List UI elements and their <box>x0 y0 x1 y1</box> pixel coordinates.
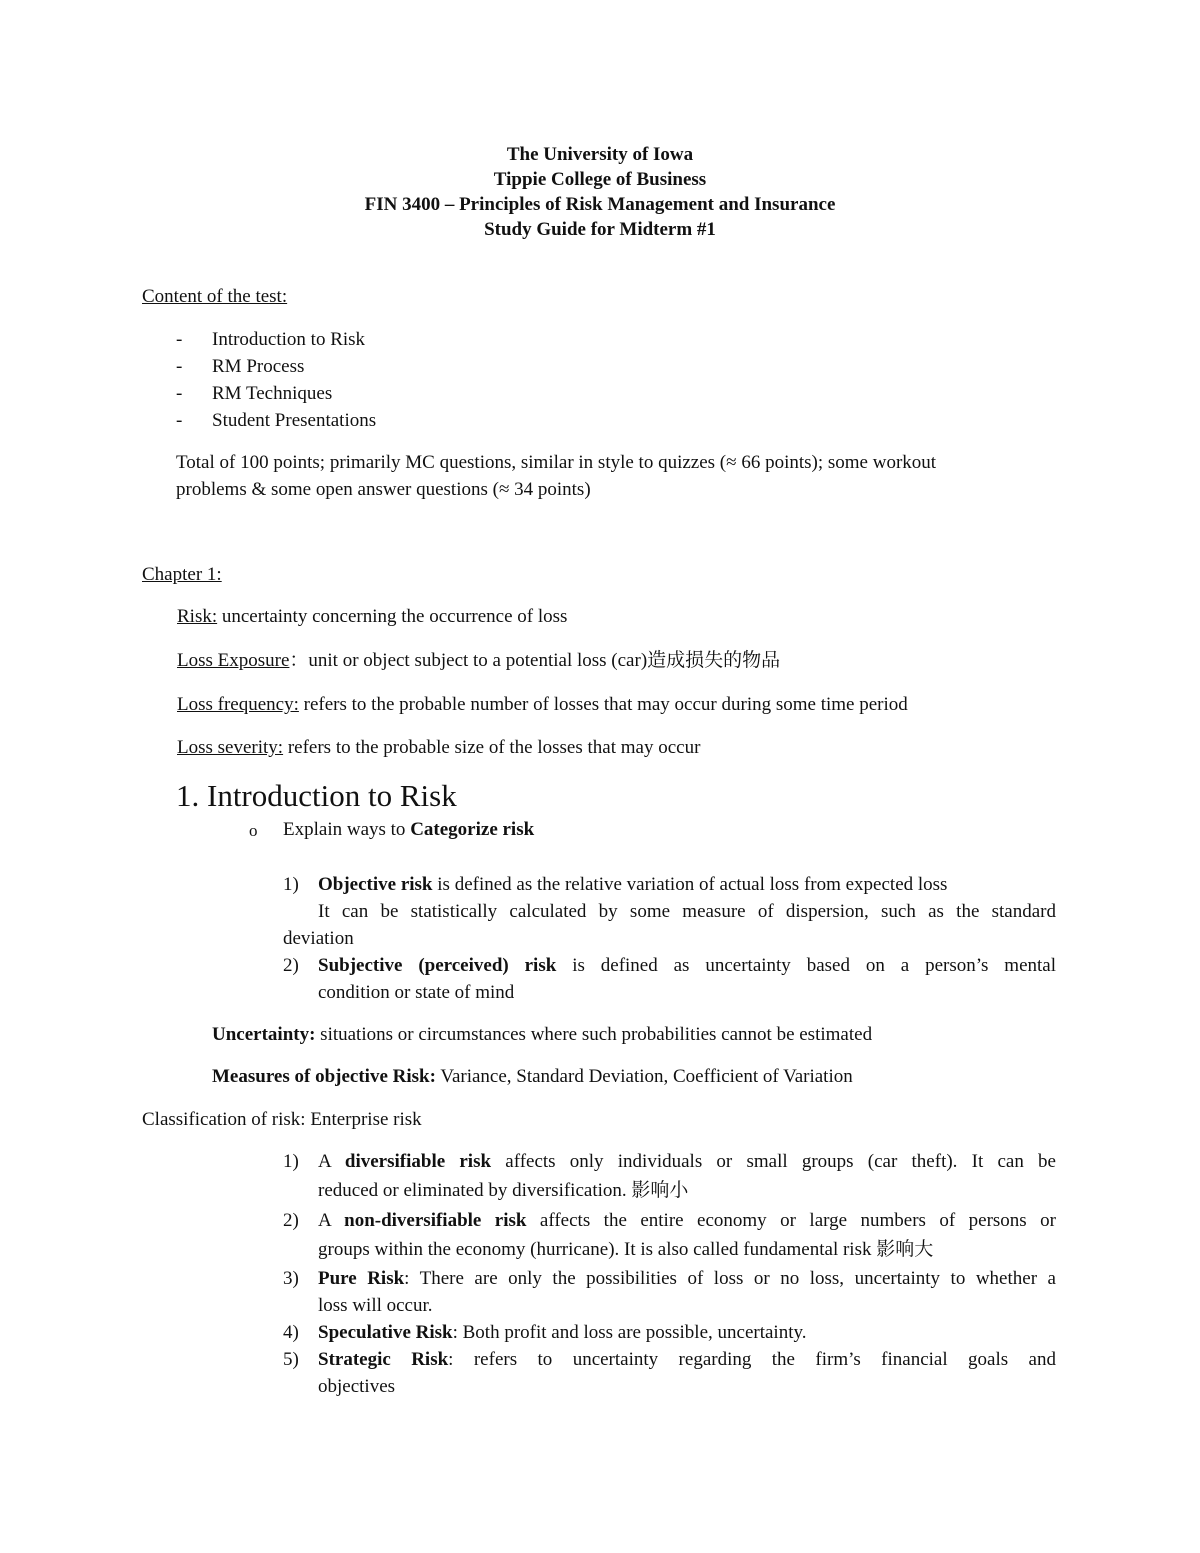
list-number: 2) <box>283 955 299 976</box>
loss-severity-definition <box>177 735 700 761</box>
non-diversifiable-risk-term: non-diversifiable risk <box>344 1210 527 1231</box>
strategic-risk-line2: objectives <box>318 1376 396 1397</box>
strategic-risk-term: Strategic Risk <box>318 1349 449 1370</box>
risk-definition <box>177 604 567 630</box>
bullet-dash: - <box>176 356 183 377</box>
objective-risk-line <box>318 872 947 898</box>
content-item: Student Presentations <box>212 410 377 431</box>
diversifiable-risk-line2: reduced or eliminated by diversification. 影响小 <box>318 1180 689 1201</box>
loss-severity-def: refers to the probable size of the losses that may occur <box>283 737 701 758</box>
non-diversifiable-risk-def: affects the entire economy or large numbers of persons or <box>526 1210 1056 1231</box>
measures-term: Measures of objective Risk: <box>212 1066 436 1087</box>
course-title: FIN 3400 – Principles of Risk Management and Insurance <box>364 194 836 215</box>
risk-term: Risk: <box>177 606 218 627</box>
pure-risk-line <box>318 1266 1056 1292</box>
measures-def: Variance, Standard Deviation, Coefficient of Variation <box>435 1066 853 1087</box>
diversifiable-risk-line <box>318 1149 1056 1175</box>
speculative-risk-def: : Both profit and loss are possible, uncertainty. <box>452 1322 807 1343</box>
list-number: 1) <box>283 874 299 895</box>
objective-risk-line3: deviation <box>283 928 354 949</box>
objective-risk-line2: It can be statistically calculated by some measure of dispersion, such as the standard <box>318 901 1056 922</box>
points-summary-line2: problems & some open answer questions (≈ 34 points) <box>176 479 591 500</box>
subjective-risk-line2: condition or state of mind <box>318 982 515 1003</box>
university-name: The University of Iowa <box>506 144 694 165</box>
loss-exposure-def: ：unit or object subject to a potential loss (car)造成损失的物品 <box>289 650 781 671</box>
measures-line <box>212 1064 853 1090</box>
strategic-risk-def: : refers to uncertainty regarding the firm’s financial goals and <box>448 1349 1056 1370</box>
diversifiable-pre: A <box>318 1151 345 1172</box>
loss-exposure-term: Loss Exposure <box>177 650 290 671</box>
bullet-dash: - <box>176 383 183 404</box>
categorize-bold: Categorize risk <box>410 819 535 840</box>
list-number: 2) <box>283 1210 299 1231</box>
bullet-o: o <box>249 821 258 840</box>
subjective-risk-def: is defined as uncertainty based on a person’s mental <box>556 955 1056 976</box>
uncertainty-term: Uncertainty: <box>212 1024 316 1045</box>
bullet-dash: - <box>176 329 183 350</box>
list-number: 4) <box>283 1322 299 1343</box>
non-diversifiable-risk-line2: groups within the economy (hurricane). It is also called fundamental risk 影响大 <box>318 1239 934 1260</box>
risk-def: uncertainty concerning the occurrence of loss <box>217 606 568 627</box>
subjective-risk-line <box>318 953 1056 979</box>
pure-risk-term: Pure Risk <box>318 1268 405 1289</box>
loss-frequency-def: refers to the probable number of losses that may occur during some time period <box>298 694 908 715</box>
speculative-risk-line <box>318 1320 807 1346</box>
non-diversifiable-risk-line <box>318 1208 1056 1234</box>
loss-frequency-definition <box>177 692 908 718</box>
diversifiable-risk-def: affects only individuals or small groups (car theft). It can be <box>491 1151 1056 1172</box>
loss-exposure-definition <box>177 648 780 674</box>
bullet-dash: - <box>176 410 183 431</box>
content-heading: Content of the test: <box>142 286 288 307</box>
section-heading: 1. Introduction to Risk <box>176 778 457 813</box>
pure-risk-def: : There are only the possibilities of loss or no loss, uncertainty to whether a <box>404 1268 1056 1289</box>
chapter-heading: Chapter 1: <box>142 564 222 585</box>
objective-risk-def: is defined as the relative variation of actual loss from expected loss <box>432 874 948 895</box>
categorize-text: Explain ways to <box>283 819 411 840</box>
list-number: 3) <box>283 1268 299 1289</box>
speculative-risk-term: Speculative Risk <box>318 1322 453 1343</box>
college-name: Tippie College of Business <box>493 169 707 190</box>
content-item: RM Techniques <box>212 383 333 404</box>
categorize-risk-line <box>283 817 534 843</box>
content-item: RM Process <box>212 356 305 377</box>
list-number: 1) <box>283 1151 299 1172</box>
loss-frequency-term: Loss frequency: <box>177 694 299 715</box>
classification-heading: Classification of risk: Enterprise risk <box>142 1109 422 1130</box>
list-number: 5) <box>283 1349 299 1370</box>
document-title: Study Guide for Midterm #1 <box>484 219 716 240</box>
non-diversifiable-pre: A <box>318 1210 345 1231</box>
loss-severity-term: Loss severity: <box>177 737 284 758</box>
pure-risk-line2: loss will occur. <box>318 1295 433 1316</box>
diversifiable-risk-term: diversifiable risk <box>344 1151 492 1172</box>
uncertainty-line <box>212 1022 872 1048</box>
objective-risk-term: Objective risk <box>318 874 433 895</box>
strategic-risk-line <box>318 1347 1056 1373</box>
points-summary-line1: Total of 100 points; primarily MC questions, similar in style to quizzes (≈ 66 points); some workout <box>176 452 937 473</box>
uncertainty-def: situations or circumstances where such probabilities cannot be estimated <box>315 1024 873 1045</box>
subjective-risk-term: Subjective (perceived) risk <box>318 955 557 976</box>
content-item: Introduction to Risk <box>212 329 366 350</box>
